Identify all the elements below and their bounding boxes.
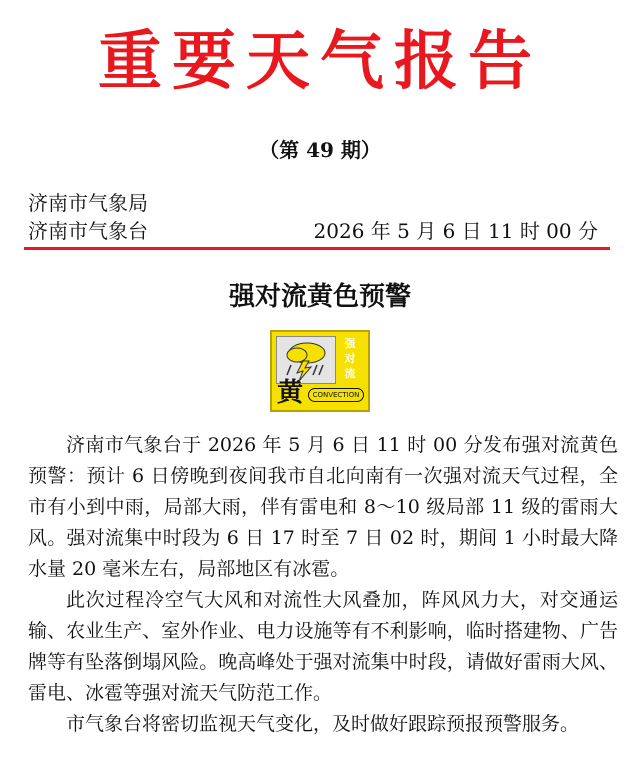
issuer-bureau: 济南市气象局 xyxy=(28,191,148,215)
body-paragraph-2: 此次过程冷空气大风和对流性大风叠加，阵风风力大，对交通运输、农业生产、室外作业、电力设施等有不利影响，临时搭建物、广告牌等有坠落倒塌风险。晚高峰处于强对流集中时段，请做好雷雨大风、雷电、冰雹等强对流天气防范工作。 xyxy=(28,589,618,704)
badge-english-label: CONVECTION xyxy=(308,388,364,402)
issue-datetime: 2026 年 5 月 6 日 11 时 00 分 xyxy=(313,219,598,243)
badge-side-text: 强 对 流 xyxy=(344,337,356,380)
warning-title: 强对流黄色预警 xyxy=(228,282,411,312)
badge-level-char: 黄 xyxy=(276,378,303,408)
issue-number: （第 49 期） xyxy=(259,138,381,162)
report-title: 重要天气报告 xyxy=(98,24,542,99)
warning-badge xyxy=(270,330,370,412)
body-paragraph-1: 济南市气象台于 2026 年 5 月 6 日 11 时 00 分发布强对流黄色预警：预计 6 日傍晚到夜间我市自北向南有一次强对流天气过程，全市有小到中雨，局部大雨，伴有雷电和 8～10 级局部 11 级的雷雨大风。强对流集中时段为 6 日 17 时至 7 日 02 时，期间 1 小时最大降水量 20 毫米左右，局部地区有冰雹。 xyxy=(28,434,618,580)
body-paragraph-3: 市气象台将密切监视天气变化，及时做好跟踪预报预警服务。 xyxy=(66,713,580,735)
issuer-observatory: 济南市气象台 xyxy=(28,219,148,243)
report-body xyxy=(28,430,618,740)
thunderstorm-icon xyxy=(276,336,336,384)
header-divider xyxy=(24,247,610,250)
